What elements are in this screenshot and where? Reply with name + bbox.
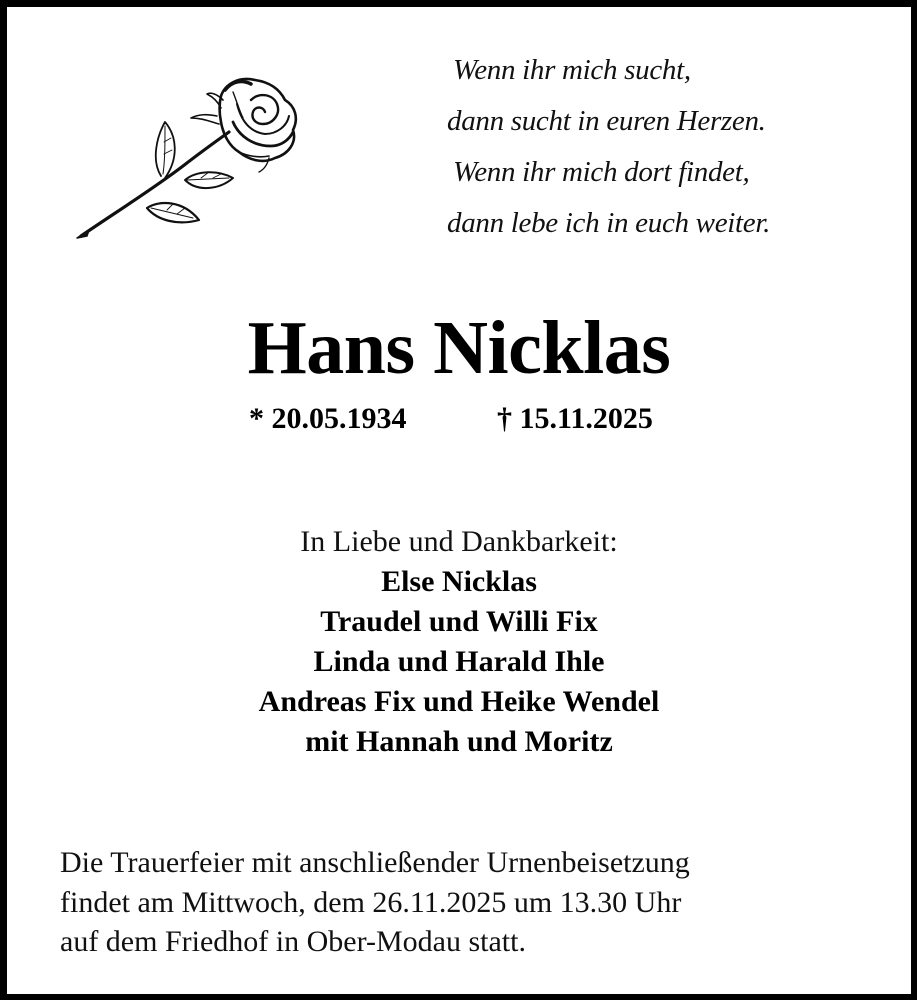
quote-line: Wenn ihr mich sucht, xyxy=(453,54,691,86)
mourners-list xyxy=(7,522,911,762)
mourners-intro: In Liebe und Dankbarkeit: xyxy=(300,525,618,558)
quote-line: dann sucht in euren Herzen. xyxy=(447,105,766,137)
memorial-quote xyxy=(447,45,867,249)
mourner-name: Else Nicklas xyxy=(381,565,537,598)
mourner-name: Andreas Fix und Heike Wendel xyxy=(258,685,660,718)
quote-line: dann lebe ich in euch weiter. xyxy=(447,207,771,239)
mourner-name: Traudel und Willi Fix xyxy=(320,605,598,638)
service-line: findet am Mittwoch, dem 26.11.2025 um 13.30 Uhr xyxy=(60,885,682,919)
death-notice-frame xyxy=(7,7,911,994)
service-line: Die Trauerfeier mit anschließender Urnenbeisetzung xyxy=(60,846,690,879)
service-line: auf dem Friedhof in Ober-Modau statt. xyxy=(60,925,526,958)
mourner-name: mit Hannah und Moritz xyxy=(305,725,613,758)
funeral-service-info xyxy=(60,843,900,962)
mourner-name: Linda und Harald Ihle xyxy=(313,645,605,678)
rose-icon xyxy=(73,74,305,244)
death-date: † 15.11.2025 xyxy=(497,402,653,435)
deceased-name: Hans Nicklas xyxy=(247,306,671,390)
quote-line: Wenn ihr mich dort findet, xyxy=(453,156,750,188)
birth-date: * 20.05.1934 xyxy=(249,402,407,435)
